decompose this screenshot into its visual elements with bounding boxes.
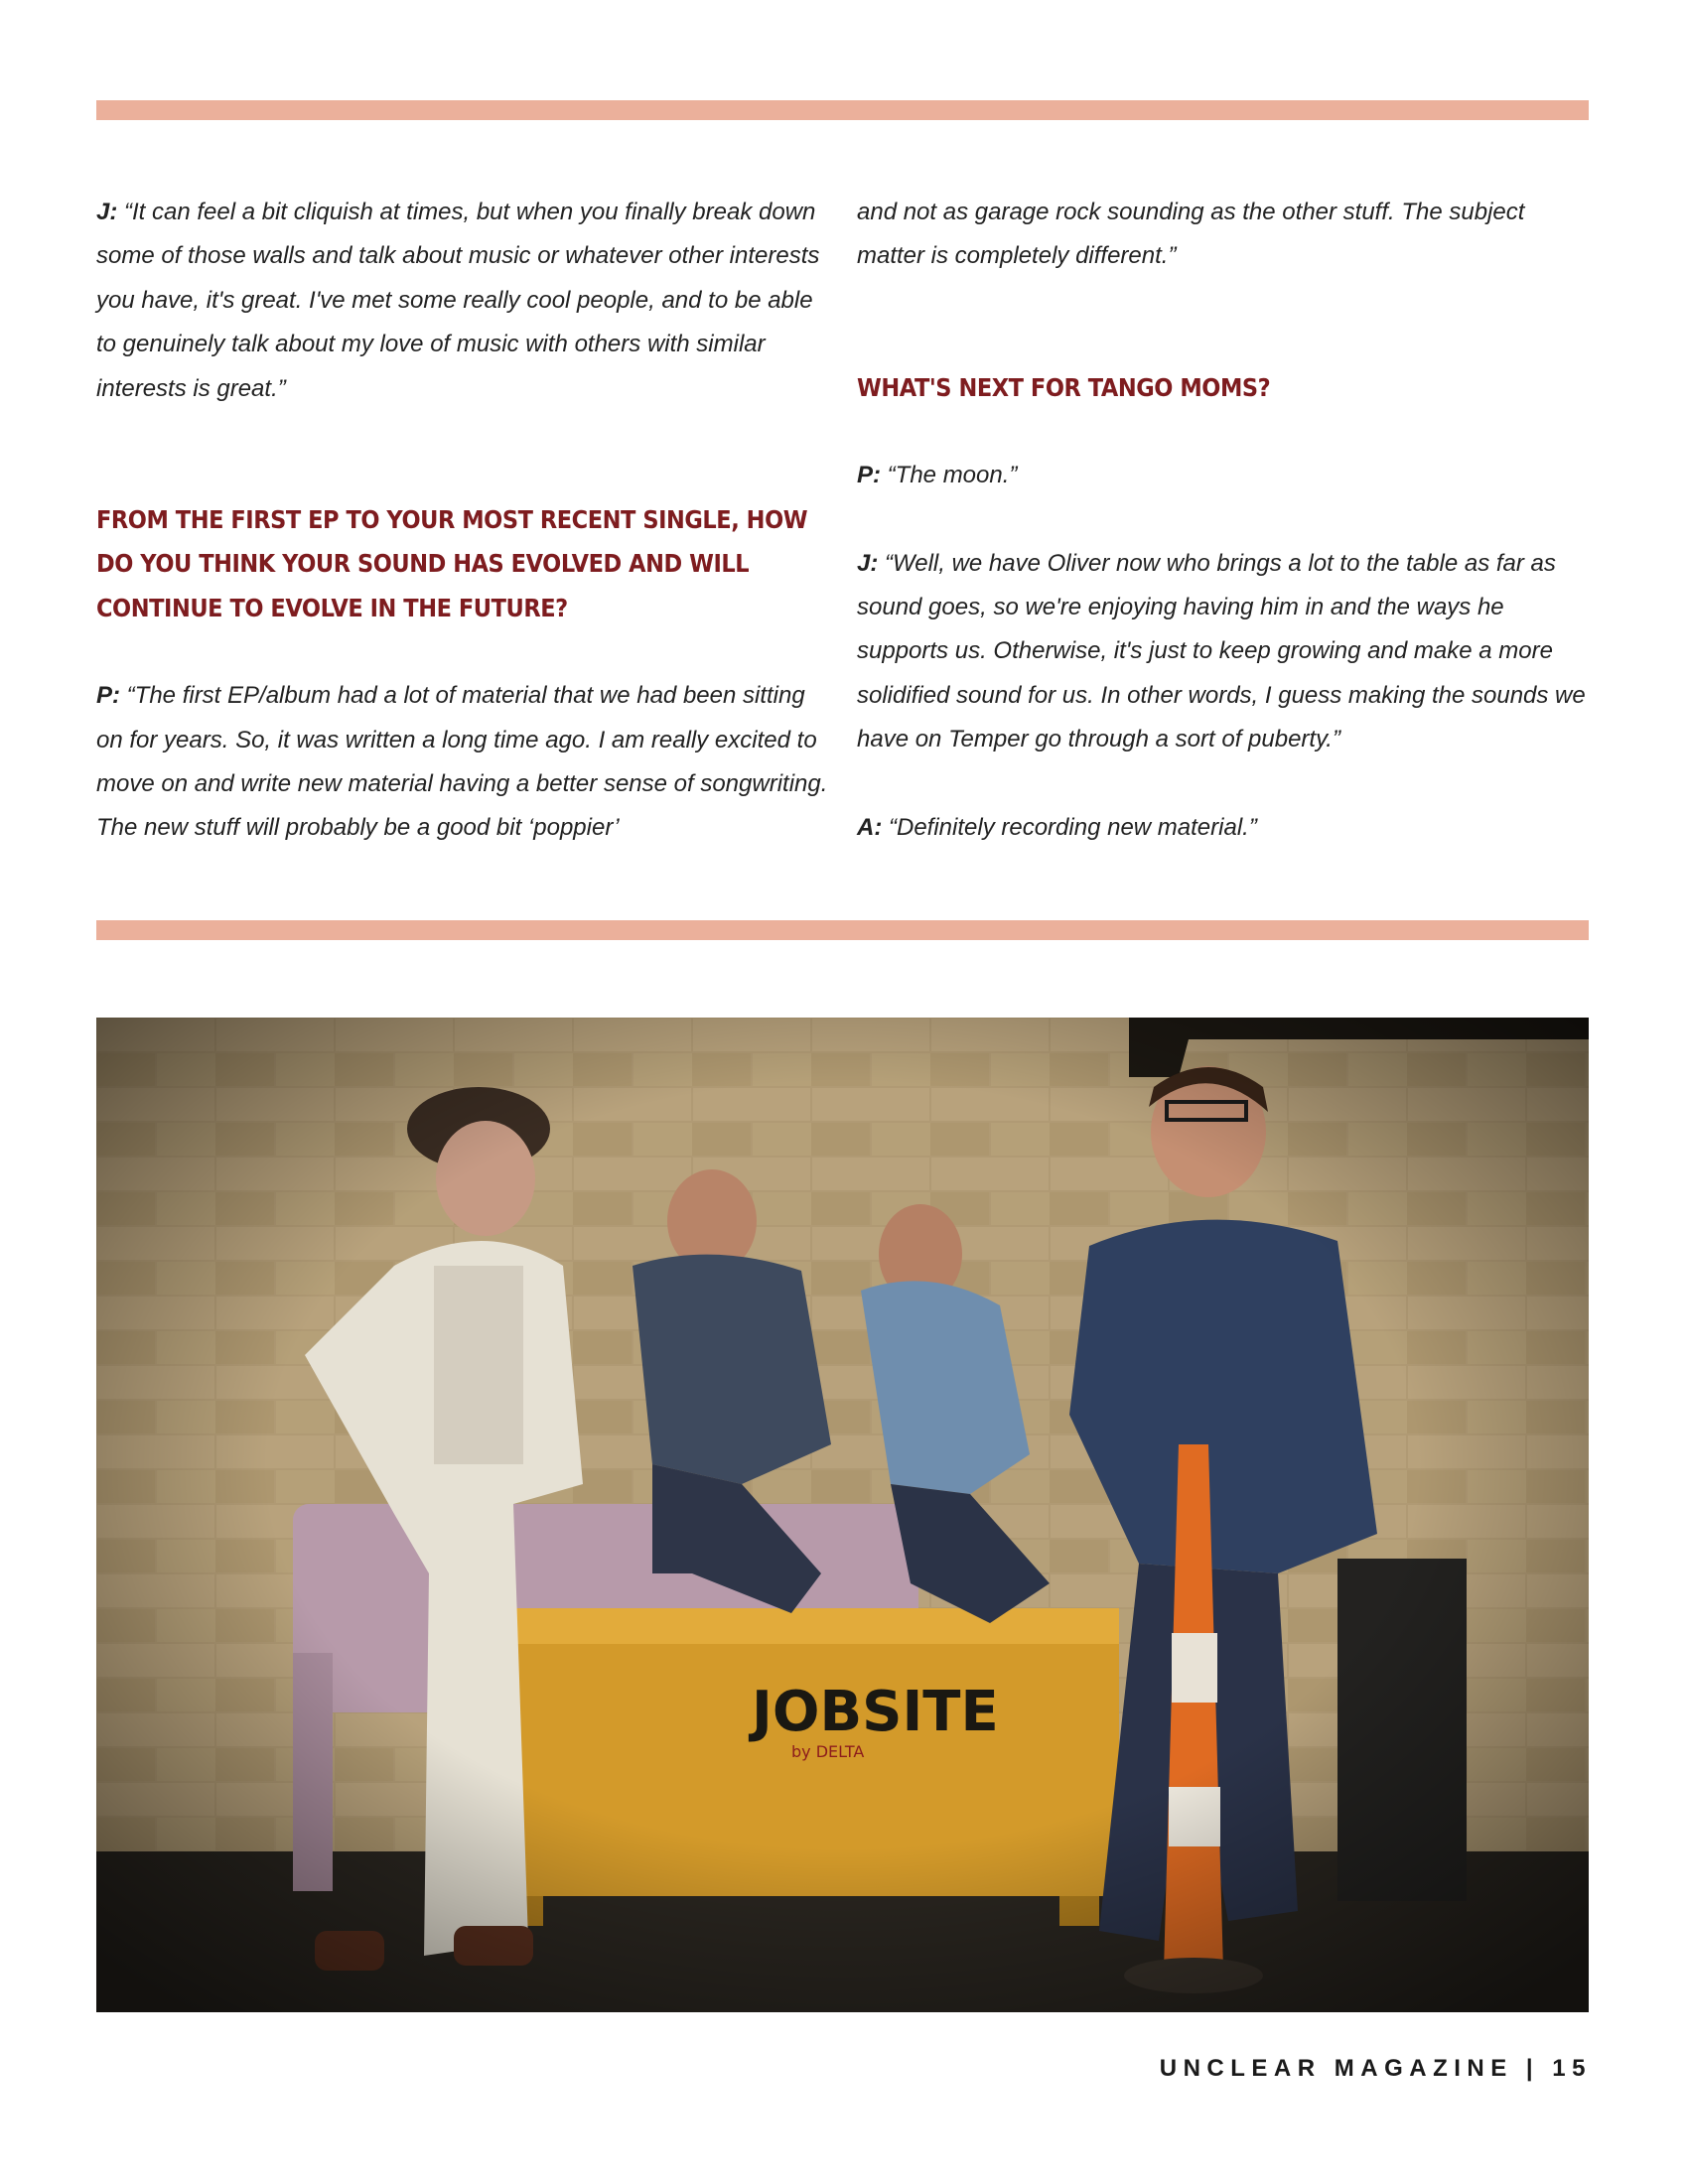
quote-text: “The first EP/album had a lot of material that we had been sitting on for years. So, it was written a long time ago. I am really excited to move on and write new material having a better sense of songwriting. The new stuff will probably be a good bit ‘poppier’ <box>96 682 828 842</box>
speaker-label: J: <box>857 549 879 577</box>
right-column <box>857 191 1592 850</box>
band-photo <box>96 1018 1589 2012</box>
speaker-label: J: <box>96 199 118 225</box>
speaker-label: A: <box>857 813 883 841</box>
continued-quote: and not as garage rock sounding as the other stuff. The subject matter is completely different.” <box>857 199 1525 270</box>
quote-text: “The moon.” <box>887 462 1018 489</box>
page-footer: UNCLEAR MAGAZINE | 15 <box>1159 2055 1592 2082</box>
p-quote-1 <box>96 674 831 851</box>
left-column <box>96 191 831 851</box>
quote-text: “Definitely recording new material.” <box>889 813 1257 841</box>
section-heading-sound: FROM THE FIRST EP TO YOUR MOST RECENT SINGLE, HOW DO YOU THINK YOUR SOUND HAS EVOLVED AND WILL CONTINUE TO EVOLVE IN THE FUTURE? <box>96 505 808 622</box>
j-quote-2 <box>857 542 1592 762</box>
middle-divider <box>96 920 1589 940</box>
p-quote-2 <box>857 454 1592 497</box>
top-divider <box>96 100 1589 120</box>
section-heading-next: WHAT'S NEXT FOR TANGO MOMS? <box>857 372 1271 402</box>
quote-text: “Well, we have Oliver now who brings a lot to the table as far as sound goes, so we're enjoying having him in and the ways he supports us. Otherwise, it's just to keep growing and make a more solidified sound for us. In other words, I guess making the sounds we have on Temper go through a sort of puberty.” <box>857 549 1586 753</box>
speaker-label: P: <box>857 462 881 489</box>
j-quote-1 <box>96 191 831 411</box>
quote-text: “It can feel a bit cliquish at times, but when you finally break down some of those walls and talk about music or whatever other interests you have, it's great. I've met some really cool people, and to be able to genuinely talk about my love of music with others with similar interests is great.” <box>96 199 820 402</box>
a-quote <box>857 806 1592 850</box>
speaker-label: P: <box>96 682 120 710</box>
